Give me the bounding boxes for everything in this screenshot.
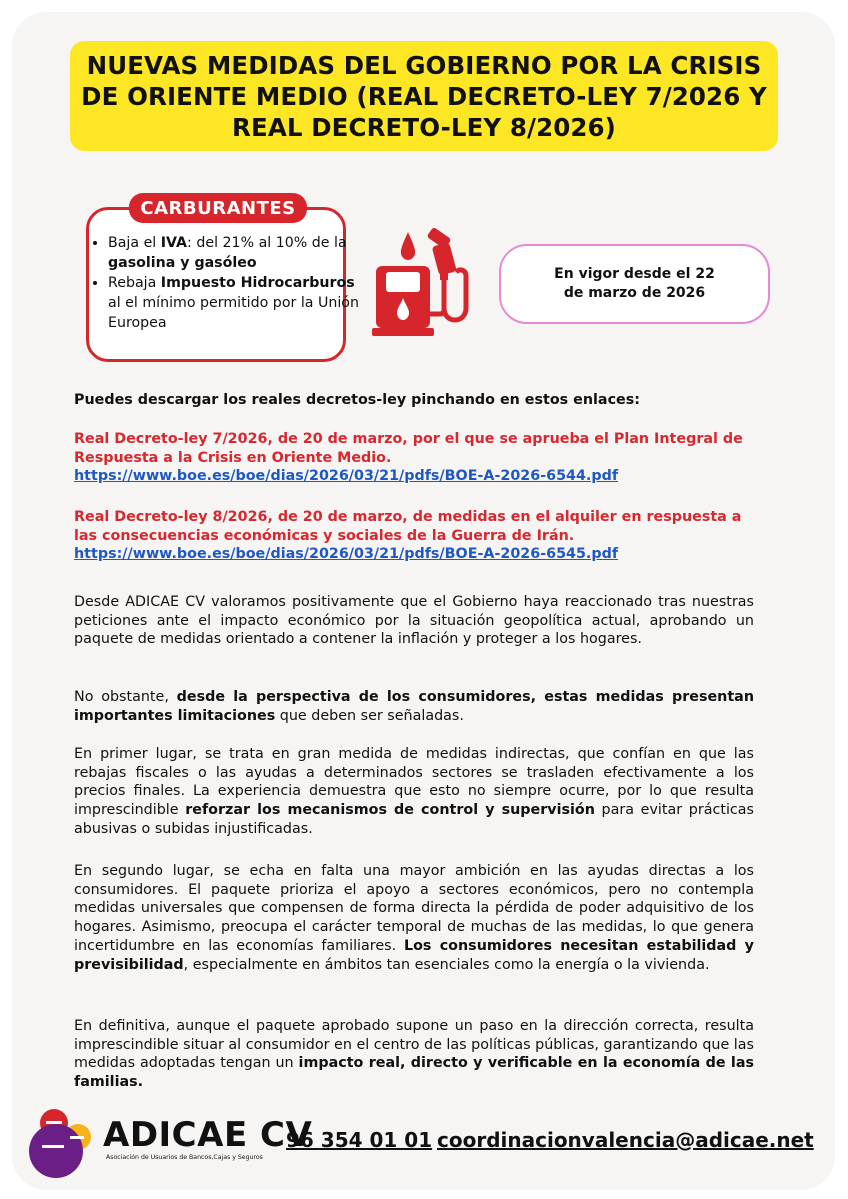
paragraph-3: En primer lugar, se trata en gran medida de medidas indirectas, que confían en que las rebajas fiscales o las ayudas a determinados sectores se trasladen efectivamente a los precios finales. La experiencia demuestra que esto no siempre ocurre, por lo que resulta imprescindible reforzar los mecanismos de control y supervisión para evitar prácticas abusivas o subidas injustificadas. — [74, 746, 754, 837]
contact-phone[interactable]: 96 354 01 01 — [286, 1128, 433, 1152]
fuel-pump-icon — [372, 228, 470, 342]
decree-title-2: Real Decreto-ley 8/2026, de 20 de marzo, de medidas en el alquiler en respuesta a las consecuencias económicas y sociales de la Guerra de Irán. — [74, 509, 742, 544]
downloads-intro: Puedes descargar los reales decretos-ley pinchando en estos enlaces: — [74, 392, 640, 408]
decree-title-1: Real Decreto-ley 7/2026, de 20 de marzo, por el que se aprueba el Plan Integral de Respuesta a la Crisis en Oriente Medio. — [74, 431, 743, 466]
paragraph-2: No obstante, desde la perspectiva de los consumidores, estas medidas presentan importantes limitaciones que deben ser señaladas. — [74, 689, 754, 724]
decree-link-2[interactable]: https://www.boe.es/boe/dias/2026/03/21/pdfs/BOE-A-2026-6545.pdf — [74, 546, 619, 563]
paragraph-5: En definitiva, aunque el paquete aprobado supone un paso en la dirección correcta, resulta imprescindible situar al consumidor en el centro de las políticas públicas, garantizando que las medidas adoptadas tengan un impacto real, directo y verificable en la economía de las familias. — [74, 1018, 754, 1091]
contact-email[interactable]: coordinacionvalencia@adicae.net — [437, 1128, 814, 1152]
fuel-measures-list — [88, 233, 370, 333]
page-title: NUEVAS MEDIDAS DEL GOBIERNO POR LA CRISIS DE ORIENTE MEDIO (REAL DECRETO-LEY 7/2026 Y REAL DECRETO-LEY 8/2026) — [70, 41, 778, 151]
logo-wordmark: ADICAE CV — [103, 1115, 313, 1155]
decree-reference-2 — [74, 508, 754, 564]
list-item: • Rebaja Impuesto Hidrocarburos al el mínimo permitido por la Unión Europea — [108, 273, 370, 333]
fuel-category-tag: CARBURANTES — [129, 193, 307, 223]
paragraph-1: Desde ADICAE CV valoramos positivamente que el Gobierno haya reaccionado tras nuestras peticiones ante el impacto económico por la situación geopolítica actual, aprobando un paquete de medidas orientado a contener la inflación y proteger a los hogares. — [74, 594, 754, 648]
paragraph-4: En segundo lugar, se echa en falta una mayor ambición en las ayudas directas a los consumidores. El paquete prioriza el apoyo a sectores económicos, pero no contempla medidas universales que compensen de forma directa la pérdida de poder adquisitivo de los hogares. Asimismo, preocupa el carácter temporal de muchas de las medidas, lo que genera incertidumbre en las economías familiares. Los consumidores necesitan estabilidad y previsibilidad, especialmente en ámbitos tan esenciales como la energía o la vivienda. — [74, 863, 754, 973]
decree-link-1[interactable]: https://www.boe.es/boe/dias/2026/03/21/pdfs/BOE-A-2026-6544.pdf — [74, 468, 619, 485]
adicae-logo-icon — [24, 1105, 100, 1179]
list-item: • Baja el IVA: del 21% al 10% de la gasolina y gasóleo — [108, 233, 370, 273]
effective-date-badge: En vigor desde el 22 de marzo de 2026 — [499, 244, 770, 324]
logo-tagline: Asociación de Usuarios de Bancos,Cajas y Seguros — [106, 1154, 263, 1161]
decree-reference-1 — [74, 430, 754, 486]
